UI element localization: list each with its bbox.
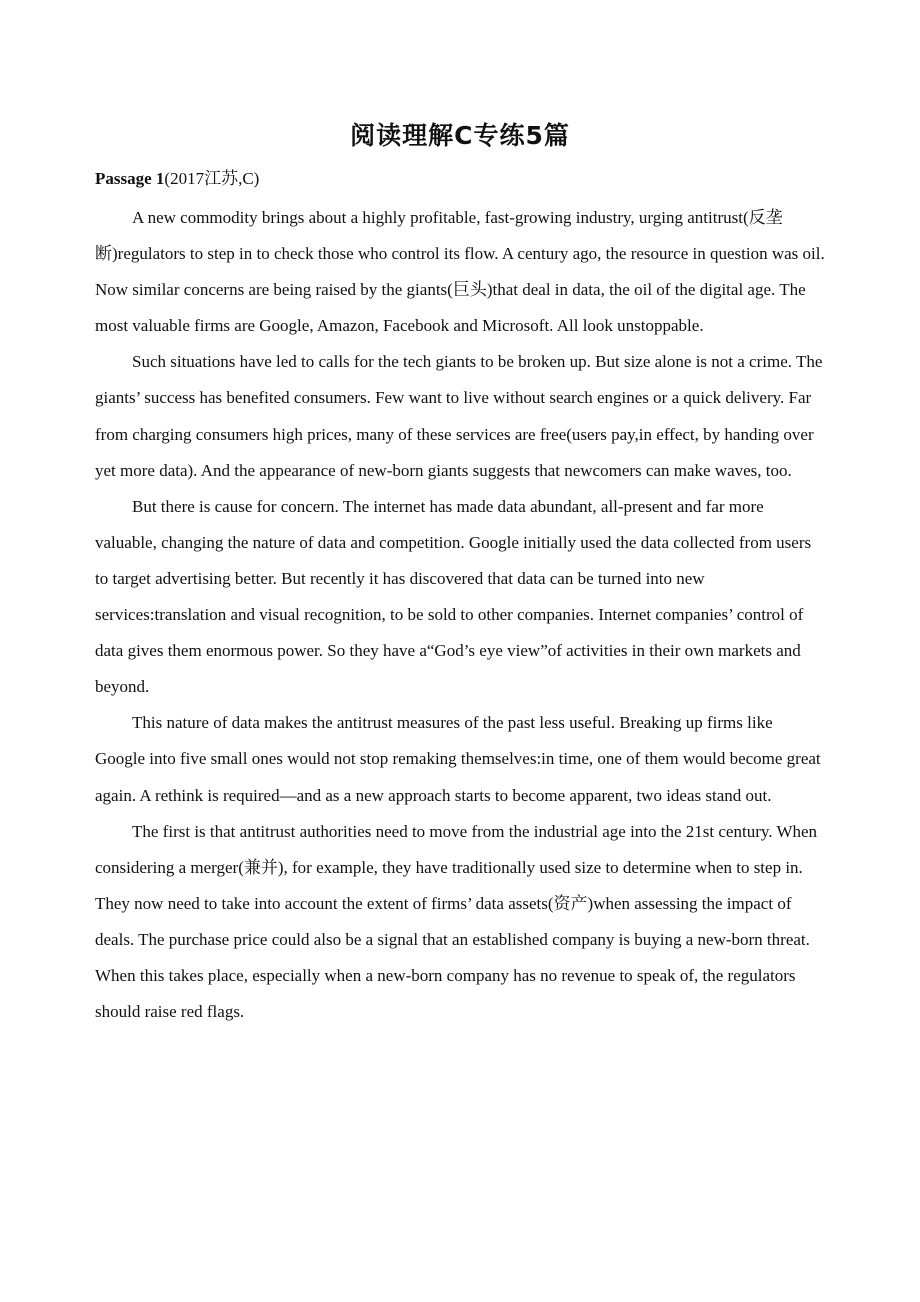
passage-source: (2017江苏,C) bbox=[164, 169, 260, 188]
passage-label: Passage 1 bbox=[95, 169, 165, 188]
paragraph-2: Such situations have led to calls for the tech giants to be broken up. But size alone is not a crime. The giants’ success has benefited consumers. Few want to live without search engines or a quick delivery. Far from charging consumers high prices, many of these services are free(users pay,in effect, by handing over yet more data). And the appearance of new-born giants suggests that newcomers can make waves, too. bbox=[95, 352, 823, 480]
paragraph-4: This nature of data makes the antitrust measures of the past less useful. Breaking up firms like Google into five small ones would not stop remaking themselves:in time, one of them would become great again. A rethink is required—and as a new approach starts to become apparent, two ideas stand out. bbox=[95, 713, 821, 805]
passage-heading bbox=[95, 166, 259, 192]
paragraph-1: A new commodity brings about a highly profitable, fast-growing industry, urging antitrust(反垄断)regulators to step in to check those who control its flow. A century ago, the resource in question was oil. Now similar concerns are being raised by the giants(巨头)that deal in data, the oil of the digital age. The most valuable firms are Google, Amazon, Facebook and Microsoft. All look unstoppable. bbox=[95, 208, 825, 336]
paragraph-5: The first is that antitrust authorities need to move from the industrial age into the 21st century. When considering a merger(兼并), for example, they have traditionally used size to determine when to step in. They now need to take into account the extent of firms’ data assets(资产)when assessing the impact of deals. The purchase price could also be a signal that an established company is buying a new-born threat. When this takes place, especially when a new-born company has no revenue to speak of, the regulators should raise red flags. bbox=[95, 821, 818, 1022]
paragraph-3: But there is cause for concern. The internet has made data abundant, all-present and far more valuable, changing the nature of data and competition. Google initially used the data collected from users to target advertising better. But recently it has discovered that data can be turned into new services:translation and visual recognition, to be sold to other companies. Internet companies’ control of data gives them enormous power. So they have a“God’s eye view”of activities in their own markets and beyond. bbox=[95, 496, 812, 697]
passage-body bbox=[95, 200, 825, 1030]
page-title: 阅读理解C专练5篇 bbox=[350, 121, 570, 150]
